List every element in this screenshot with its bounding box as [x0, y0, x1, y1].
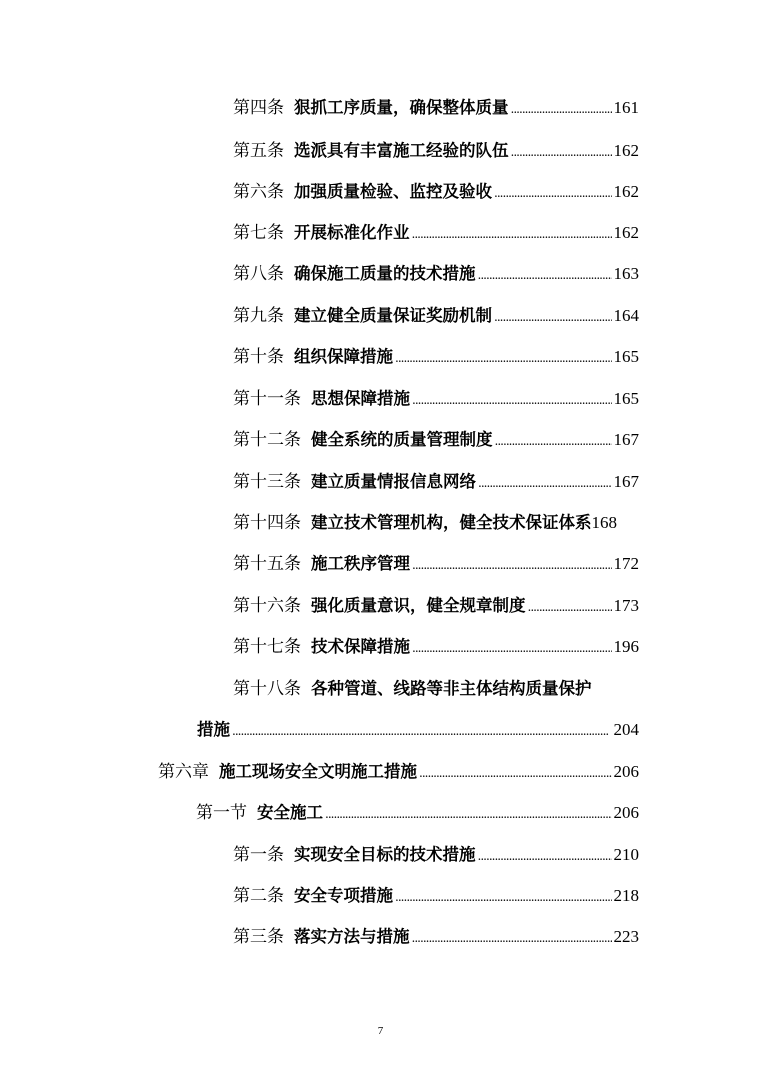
toc-entry[interactable] — [233, 304, 639, 328]
toc-entry-page: 206 — [613, 762, 639, 781]
toc-entry-number: 第四条 — [233, 98, 284, 118]
dot-leader — [478, 470, 612, 495]
toc-chapter-number: 第六章 — [158, 762, 209, 782]
toc-entry[interactable] — [233, 884, 639, 908]
toc-entry[interactable] — [233, 96, 639, 120]
page-number: 7 — [377, 1025, 384, 1037]
toc-entry-number: 第二条 — [233, 886, 284, 906]
toc-entry-page: 163 — [613, 264, 639, 283]
toc-entry-page: 167 — [613, 472, 639, 491]
dot-leader — [325, 801, 612, 826]
toc-entry[interactable] — [233, 387, 639, 411]
toc-entry-number: 第十一条 — [233, 389, 301, 409]
toc-entry-page: 162 — [613, 141, 639, 160]
toc-entry-title: 强化质量意识，健全规章制度 — [311, 596, 526, 615]
dot-leader — [412, 635, 612, 660]
toc-chapter[interactable] — [158, 760, 639, 784]
toc-entry-title: 开展标准化作业 — [294, 223, 410, 242]
toc-entry-page: 204 — [613, 720, 639, 739]
toc-entry-number: 第六条 — [233, 182, 284, 202]
toc-entry-page: 210 — [613, 845, 639, 864]
dot-leader — [412, 925, 612, 950]
dot-leader — [395, 345, 612, 370]
toc-entry-number: 第八条 — [233, 264, 284, 284]
toc-entry-number: 第五条 — [233, 141, 284, 161]
toc-entry-page: 173 — [613, 596, 639, 615]
toc-entry-number: 第一条 — [233, 845, 284, 865]
toc-entry-title: 落实方法与措施 — [294, 927, 410, 946]
toc-entry-title-continued: 措施 — [197, 720, 230, 739]
toc-entry[interactable] — [233, 428, 639, 452]
toc-entry-number: 第三条 — [233, 927, 284, 947]
dot-leader — [412, 387, 612, 412]
toc-entry-title: 建立技术管理机构，健全技术保证体系 — [311, 513, 592, 532]
dot-leader — [494, 180, 612, 205]
toc-entry-page: 167 — [613, 430, 639, 449]
toc-section-title: 安全施工 — [257, 803, 323, 822]
toc-entry-number: 第十五条 — [233, 554, 301, 574]
toc-entry[interactable] — [233, 345, 639, 369]
dot-leader — [412, 552, 612, 577]
toc-entry-page: 162 — [613, 223, 639, 242]
toc-entry-page: 165 — [613, 347, 639, 366]
toc-entry-page: 165 — [613, 389, 639, 408]
toc-entry-number: 第十三条 — [233, 472, 301, 492]
toc-entry-title: 加强质量检验、监控及验收 — [294, 182, 492, 201]
dot-leader — [511, 96, 612, 121]
dot-leader — [412, 221, 612, 246]
toc-entry-page: 223 — [613, 927, 639, 946]
dot-leader — [419, 760, 612, 785]
toc-entry-number: 第十八条 — [233, 679, 301, 699]
toc-entry-number: 第十四条 — [233, 513, 301, 533]
toc-entry-page: 206 — [613, 803, 639, 822]
toc-entry[interactable] — [233, 552, 639, 576]
toc-section[interactable] — [196, 801, 639, 825]
toc-entry-title: 建立健全质量保证奖励机制 — [294, 306, 492, 325]
toc-entry-page: 162 — [613, 182, 639, 201]
toc-entry-title: 思想保障措施 — [311, 389, 410, 408]
dot-leader — [494, 304, 612, 329]
toc-entry-first-line[interactable] — [233, 677, 643, 701]
toc-chapter-title: 施工现场安全文明施工措施 — [219, 762, 417, 781]
toc-entry-number: 第十六条 — [233, 596, 301, 616]
toc-entry[interactable] — [233, 925, 639, 949]
toc-entry[interactable] — [233, 635, 639, 659]
toc-entry[interactable] — [233, 262, 639, 286]
toc-entry-page: 172 — [613, 554, 639, 573]
toc-entry-title: 健全系统的质量管理制度 — [311, 430, 493, 449]
toc-entry-number: 第十条 — [233, 347, 284, 367]
toc-entry[interactable] — [233, 139, 639, 163]
toc-entry-title: 组织保障措施 — [294, 347, 393, 366]
toc-entry-number: 第十二条 — [233, 430, 301, 450]
toc-entry-title: 技术保障措施 — [311, 637, 410, 656]
toc-entry-title: 选派具有丰富施工经验的队伍 — [294, 141, 509, 160]
toc-entry-title: 各种管道、线路等非主体结构质量保护 — [311, 679, 592, 698]
toc-entry-title: 施工秩序管理 — [311, 554, 410, 573]
toc-entry[interactable] — [233, 470, 639, 494]
toc-entry[interactable] — [233, 511, 663, 535]
toc-entry-number: 第九条 — [233, 306, 284, 326]
toc-entry-title: 狠抓工序质量，确保整体质量 — [294, 98, 509, 117]
toc-entry[interactable] — [233, 843, 639, 867]
dot-leader — [511, 139, 612, 164]
toc-entry-title: 安全专项措施 — [294, 886, 393, 905]
toc-entry-page: 164 — [613, 306, 639, 325]
toc-entry-number: 第七条 — [233, 223, 284, 243]
toc-entry-title: 确保施工质量的技术措施 — [294, 264, 476, 283]
toc-entry-page: 196 — [613, 637, 639, 656]
dot-leader — [478, 262, 612, 287]
toc-entry-continuation[interactable] — [197, 718, 639, 742]
toc-entry-page: 161 — [613, 98, 639, 117]
toc-entry-page: 218 — [613, 886, 639, 905]
toc-entry-title: 建立质量情报信息网络 — [311, 472, 476, 491]
dot-leader — [528, 594, 612, 619]
dot-leader — [232, 718, 612, 743]
toc-entry-title: 实现安全目标的技术措施 — [294, 845, 476, 864]
toc-entry-number: 第十七条 — [233, 637, 301, 657]
toc-entry-page: 168 — [591, 513, 617, 532]
toc-entry[interactable] — [233, 221, 639, 245]
dot-leader — [395, 884, 612, 909]
dot-leader — [478, 843, 612, 868]
toc-entry[interactable] — [233, 594, 639, 618]
dot-leader — [495, 428, 612, 453]
toc-entry[interactable] — [233, 180, 639, 204]
toc-section-number: 第一节 — [196, 803, 247, 823]
